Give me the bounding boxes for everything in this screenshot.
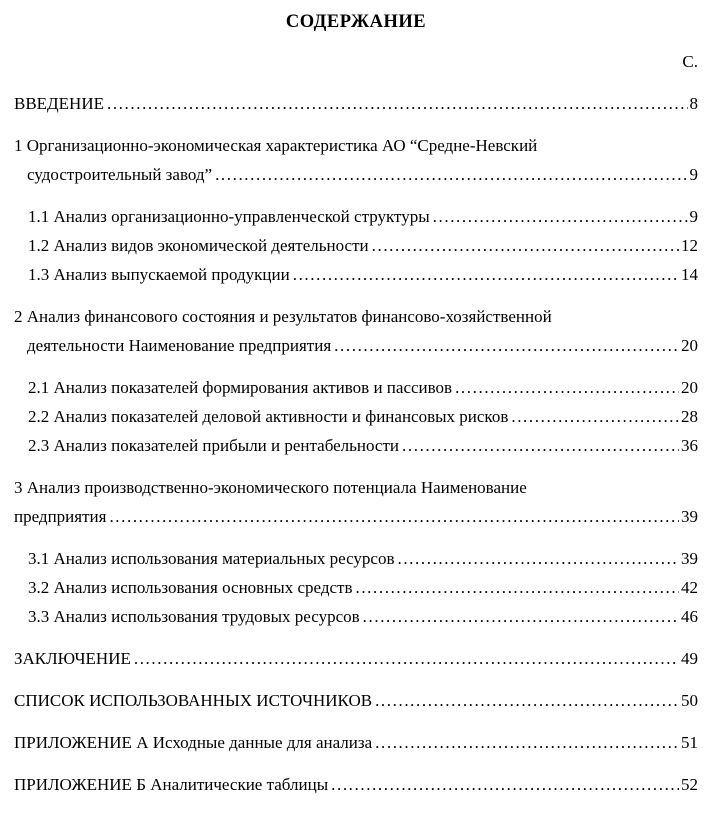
page-column-header: С. <box>682 52 698 71</box>
toc-entry <box>14 686 698 715</box>
dot-leader <box>433 202 688 231</box>
toc-entry <box>14 770 698 799</box>
toc-entry-text: 2.3 Анализ показателей прибыли и рентабельности <box>28 436 400 455</box>
dot-leader <box>375 686 679 715</box>
page-number: 52 <box>681 775 698 794</box>
toc-entry-text-line1: 1 Организационно-экономическая характеристика АО “Средне-Невский <box>14 136 538 155</box>
toc-entry <box>14 402 698 431</box>
toc-entry <box>14 431 698 460</box>
toc-entry-text: 1.2 Анализ видов экономической деятельности <box>28 236 369 255</box>
toc-entry <box>14 260 698 289</box>
toc-entry <box>14 602 698 631</box>
page-number: 39 <box>681 549 698 568</box>
toc-entry-text: 3.3 Анализ использования трудовых ресурсов <box>28 607 360 626</box>
toc-entry-text: 1.1 Анализ организационно-управленческой структуры <box>28 207 430 226</box>
toc-entry-text: ВВЕДЕНИЕ <box>14 94 104 113</box>
page-number: 12 <box>681 236 698 255</box>
toc-entry-line <box>14 728 698 757</box>
toc-entry <box>14 728 698 757</box>
toc-entry-text-line2: предприятия <box>14 507 107 526</box>
toc-entry <box>14 131 698 189</box>
page-number: 9 <box>689 165 698 184</box>
page-number: 36 <box>681 436 698 455</box>
page-number: 49 <box>681 649 698 668</box>
toc-entry-text: 3.2 Анализ использования основных средств <box>28 578 353 597</box>
toc-entry <box>14 544 698 573</box>
toc-entry-text-line2: деятельности Наименование предприятия <box>27 336 332 355</box>
toc-entry-line <box>28 402 698 431</box>
page-number: 20 <box>681 336 698 355</box>
page-number: 50 <box>681 691 698 710</box>
toc-entry <box>14 473 698 531</box>
toc-entry-text: ЗАКЛЮЧЕНИЕ <box>14 649 131 668</box>
toc-entry-text: 2.1 Анализ показателей формирования активов и пассивов <box>28 378 453 397</box>
toc-entry-line <box>14 473 698 502</box>
dot-leader <box>363 602 679 631</box>
toc-entry <box>14 373 698 402</box>
toc-entry-text: СПИСОК ИСПОЛЬЗОВАННЫХ ИСТОЧНИКОВ <box>14 691 373 710</box>
toc-entry <box>14 89 698 118</box>
toc-entry <box>14 231 698 260</box>
toc-entry-line <box>28 602 698 631</box>
page-number: 42 <box>681 578 698 597</box>
dot-leader <box>402 431 679 460</box>
dot-leader <box>331 770 679 799</box>
page-number: 20 <box>681 378 698 397</box>
page-number: 28 <box>681 407 698 426</box>
toc-entry-line <box>14 686 698 715</box>
dot-leader <box>375 728 679 757</box>
toc-entry <box>14 202 698 231</box>
page-number: 46 <box>681 607 698 626</box>
toc-entry-line <box>14 131 698 160</box>
toc-entry <box>14 644 698 673</box>
toc-entry <box>14 302 698 360</box>
toc-entry-line <box>14 770 698 799</box>
toc-entry-line <box>28 202 698 231</box>
toc-entry-line <box>28 544 698 573</box>
dot-leader <box>293 260 679 289</box>
toc-entry-text: 2.2 Анализ показателей деловой активности и финансовых рисков <box>28 407 509 426</box>
toc-entry-line <box>28 573 698 602</box>
dot-leader <box>215 160 687 189</box>
dot-leader <box>355 573 679 602</box>
toc-entry-line <box>14 331 698 360</box>
dot-leader <box>455 373 679 402</box>
toc-entry <box>14 573 698 602</box>
page-number: 9 <box>689 207 698 226</box>
toc-entry-line <box>14 644 698 673</box>
toc-entry-line <box>14 160 698 189</box>
dot-leader <box>372 231 679 260</box>
toc-entry-text-line1: 3 Анализ производственно-экономического потенциала Наименование <box>14 478 527 497</box>
toc-entry-text-line2: судостроительный завод” <box>27 165 213 184</box>
toc-entry-line <box>28 373 698 402</box>
page-number: 14 <box>681 265 698 284</box>
page-title: СОДЕРЖАНИЕ <box>285 12 427 32</box>
dot-leader <box>107 89 688 118</box>
toc-entry-line <box>28 231 698 260</box>
dot-leader <box>397 544 679 573</box>
toc-entry-line <box>14 502 698 531</box>
toc-entry-text: 3.1 Анализ использования материальных ресурсов <box>28 549 395 568</box>
dot-leader <box>511 402 679 431</box>
page-number: 39 <box>681 507 698 526</box>
toc-entry-line <box>14 302 698 331</box>
toc-entry-text: 1.3 Анализ выпускаемой продукции <box>28 265 290 284</box>
dot-leader <box>109 502 679 531</box>
page-number: 51 <box>681 733 698 752</box>
toc-entry-text: ПРИЛОЖЕНИЕ Б Аналитические таблицы <box>14 775 329 794</box>
toc-entry-text-line1: 2 Анализ финансового состояния и результатов финансово-хозяйственной <box>14 307 552 326</box>
toc-entry-line <box>14 89 698 118</box>
dot-leader <box>334 331 679 360</box>
toc-entry-text: ПРИЛОЖЕНИЕ А Исходные данные для анализа <box>14 733 373 752</box>
page-number: 8 <box>689 94 698 113</box>
dot-leader <box>134 644 679 673</box>
toc-entry-line <box>28 260 698 289</box>
toc-entry-line <box>28 431 698 460</box>
